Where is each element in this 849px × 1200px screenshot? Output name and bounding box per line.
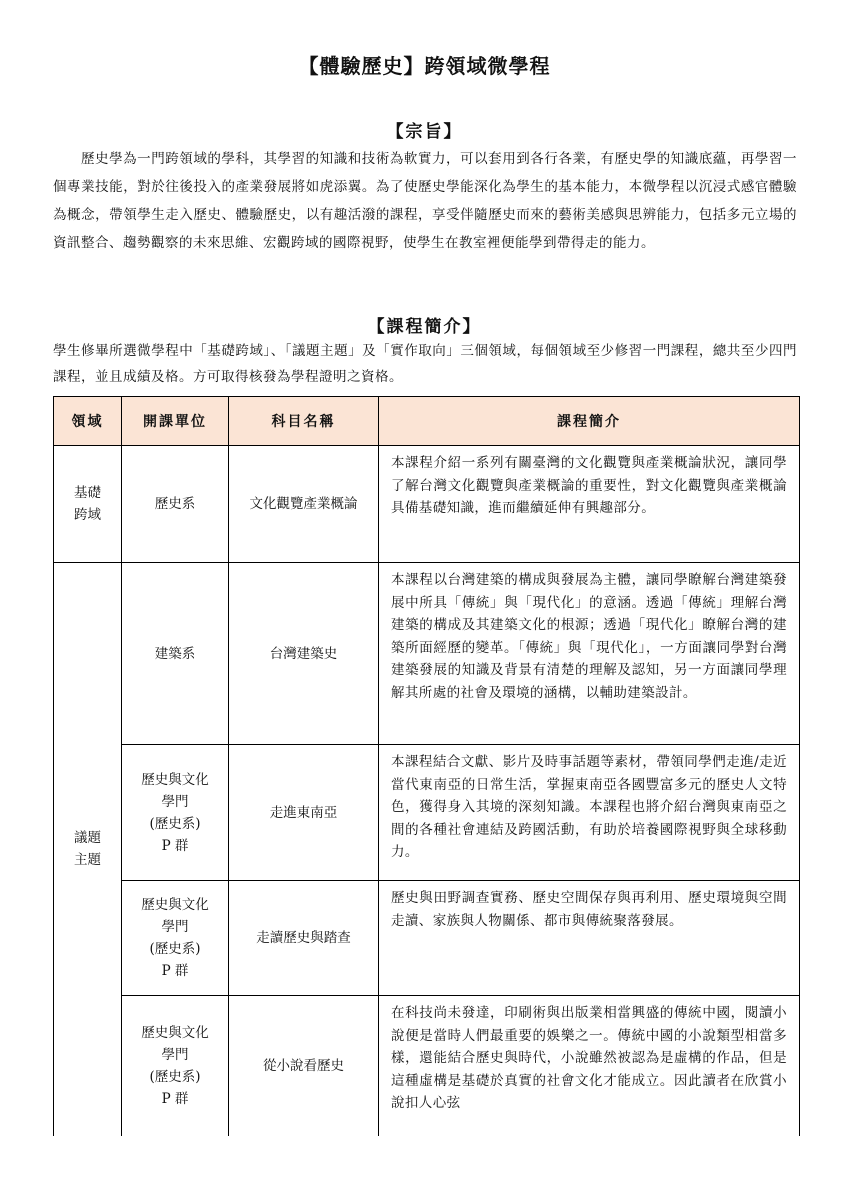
purpose-heading: 【宗旨】 — [386, 122, 463, 142]
header-unit: 開課單位 — [122, 397, 229, 446]
purpose-paragraph: 歷史學為一門跨領域的學科，其學習的知識和技術為軟實力，可以套用到各行各業，有歷史學的知識底蘊，再學習一個專業技能，對於往後投入的產業發展將如虎添翼。為了使歷史學能深化為學生的基本能力，本微學程以沉浸式感官體驗為概念，帶領學生走入歷史、體驗歷史，以有趣活潑的課程，享受伴隨歷史而來的藝術美感與思辨能力，包括多元立場的資訊整合、趨勢觀察的未來思維、宏觀跨域的國際視野，使學生在教室裡便能學到帶得走的能力。 — [53, 151, 797, 251]
table-row — [54, 996, 800, 1136]
description-cell: 歷史與田野調查實務、歷史空間保存與再利用、歷史環境與空間走讀、家族與人物關係、都市與傳統聚落發展。 — [379, 881, 800, 996]
subject-cell: 文化觀覽產業概論 — [229, 446, 379, 563]
table-row — [54, 745, 800, 881]
subject-cell: 走讀歷史與踏查 — [229, 881, 379, 996]
subject-cell: 台灣建築史 — [229, 563, 379, 745]
description-cell: 本課程以台灣建築的構成與發展為主體，讓同學瞭解台灣建築發展中所具「傳統」與「現代化」的意涵。透過「傳統」理解台灣建築的構成及其建築文化的根源；透過「現代化」瞭解台灣的建築所面經歷的變革。「傳統」與「現代化」，一方面讓同學對台灣建築發展的知識及背景有清楚的理解及認知，另一方面讓同學理解其所處的社會及環境的涵構，以輔助建築設計。 — [379, 563, 800, 745]
unit-label-line: P 群 — [161, 837, 189, 854]
table-header-row — [54, 397, 800, 446]
unit-cell — [122, 563, 229, 745]
header-description: 課程簡介 — [379, 397, 800, 446]
unit-label-line: 學門 — [161, 919, 189, 935]
table-row — [54, 563, 800, 745]
domain-label-line: 主題 — [74, 852, 101, 869]
unit-label-line: (歷史系) — [149, 941, 201, 957]
unit-label-line: 學門 — [161, 1046, 189, 1063]
header-subject: 科目名稱 — [229, 397, 379, 446]
unit-label-line: 建築系 — [154, 645, 196, 662]
unit-label-line: (歷史系) — [149, 1068, 201, 1085]
table-row — [54, 446, 800, 563]
course-heading: 【課程簡介】 — [367, 317, 482, 337]
description-cell: 在科技尚未發達，印刷術與出版業相當興盛的傳統中國，閱讀小說便是當時人們最重要的娛樂之一。傳統中國的小說類型相當多樣，還能結合歷史與時代，小說雖然被認為是虛構的作品，但是這種虛構是基礎於真實的社會文化才能成立。因此讀者在欣賞小說扣人心弦 — [379, 996, 800, 1136]
unit-label-line: 歷史與文化 — [141, 1024, 209, 1041]
domain-cell-topic — [54, 563, 122, 1136]
domain-label-line: 議題 — [74, 830, 101, 847]
header-domain: 領域 — [54, 397, 122, 446]
unit-label-line: P 群 — [161, 963, 189, 979]
document-title: 【體驗歷史】跨領域微學程 — [298, 54, 551, 78]
unit-cell — [122, 996, 229, 1136]
unit-cell — [122, 745, 229, 881]
domain-cell-foundation — [54, 446, 122, 563]
unit-label-line: 歷史與文化 — [141, 897, 209, 913]
unit-label-line: (歷史系) — [149, 815, 201, 832]
table-row — [54, 881, 800, 996]
description-cell: 本課程介紹一系列有關臺灣的文化觀覽與產業概論狀況，讓同學了解台灣文化觀覽與產業概論的重要性，對文化觀覽與產業概論具備基礎知識，進而繼續延伸有興趣部分。 — [379, 446, 800, 563]
unit-label-line: P 群 — [161, 1090, 189, 1107]
unit-cell — [122, 881, 229, 996]
subject-cell: 走進東南亞 — [229, 745, 379, 881]
description-cell: 本課程結合文獻、影片及時事話題等素材，帶領同學們走進/走近當代東南亞的日常生活，掌握東南亞各國豐富多元的歷史人文特色，獲得身入其境的深刻知識。本課程也將介紹台灣與東南亞之間的各種社會連結及跨國活動，有助於培養國際視野與全球移動力。 — [379, 745, 800, 881]
domain-label-line: 跨域 — [74, 507, 101, 523]
course-intro-paragraph: 學生修畢所選微學程中「基礎跨域」、「議題主題」及「實作取向」三個領域，每個領域至少修習一門課程，總共至少四門課程，並且成績及格。方可取得核發為學程證明之資格。 — [53, 343, 797, 385]
course-table — [53, 396, 800, 1136]
subject-cell: 從小說看歷史 — [229, 996, 379, 1136]
unit-label-line: 歷史系 — [154, 496, 196, 512]
unit-label-line: 歷史與文化 — [141, 771, 209, 788]
domain-label-line: 基礎 — [74, 485, 101, 501]
unit-cell — [122, 446, 229, 563]
unit-label-line: 學門 — [161, 793, 189, 810]
